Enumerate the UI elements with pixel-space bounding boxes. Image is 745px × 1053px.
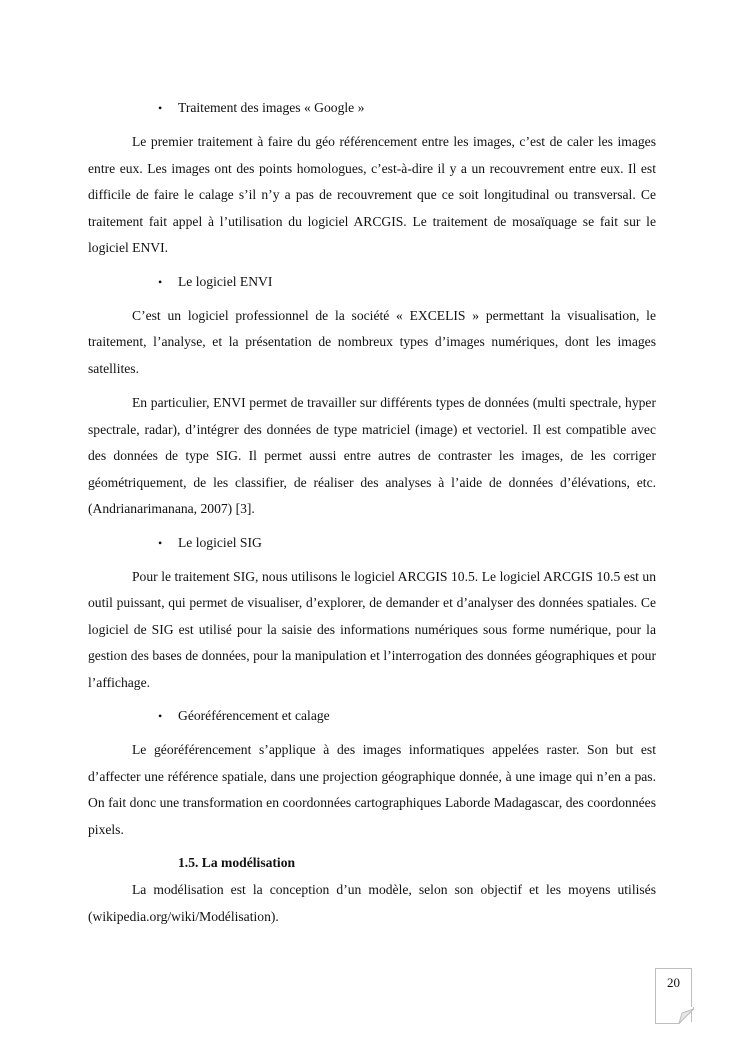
paragraph-google-treatment: Le premier traitement à faire du géo référencement entre les images, c’est de caler les images entre eux. Les images ont des points homologues, c’est-à-dire il y a un recouvrement entre eux. Il est difficile de faire le calage s’il n’y a pas de recouvrement que ce soit longitudinal ou transversal. Ce traitement fait appel à l’utilisation du logiciel ARCGIS. Le traitement de mosaïquage se fait sur le logiciel ENVI. [88,134,656,255]
bullet-dot-icon: • [158,709,163,723]
bullet-item-georeferencing [88,704,656,728]
section-heading-modelisation: 1.5. La modélisation [178,855,296,870]
bullet-dot-icon: • [158,535,163,550]
paragraph-envi-intro: C’est un logiciel professionnel de la société « EXCELIS » permettant la visualisation, le traitement, l’analyse, et la présentation de nombreux types d’images numériques, dont les images satellites. [88,307,656,376]
bullet-text: Le logiciel SIG [178,534,262,550]
bullet-text: Le logiciel ENVI [178,273,273,289]
paragraph-envi-details: En particulier, ENVI permet de travailler sur différents types de données (multi spectrale, hyper spectrale, radar), d’intégrer des données de type matriciel (image) et vectoriel. Il est compatible avec des données de type SIG. Il permet aussi entre autres de contraster les images, de les corriger géométriquement, de les classifier, de réaliser des analyses à l’aide de données d’élévations, etc. (Andrianarimanana, 2007) [3]. [88,395,656,516]
paragraph-georeferencing: Le géoréférencement s’applique à des images informatiques appelées raster. Son but est d’affecter une référence spatiale, dans une projection géographique donnée, à une image qui n’en a pas. On fait donc une transformation en coordonnées cartographiques Laborde Madagascar, des coordonnées pixels. [88,742,656,837]
bullet-item-google-treatment [88,96,656,120]
paragraph-sig: Pour le traitement SIG, nous utilisons le logiciel ARCGIS 10.5. Le logiciel ARCGIS 10.5 est un outil puissant, qui permet de visualiser, d’explorer, de demander et d’analyser des données spatiales. Ce logiciel de SIG est utilisé pour la saisie des informations numériques sous forme numérique, pour la gestion des bases de données, pour la manipulation et l’interrogation des données géographiques et pour l’affichage. [88,568,656,690]
bullet-text: Géoréférencement et calage [178,708,330,723]
page-number: 20 [667,975,680,990]
paragraph-modelisation: La modélisation est la conception d’un modèle, selon son objectif et les moyens utilisés (wikipedia.org/wiki/Modélisation). [88,882,656,924]
page-curl-icon [655,1007,694,1024]
bullet-dot-icon: • [158,274,163,289]
bullet-item-sig [88,531,656,555]
bullet-dot-icon: • [158,101,163,115]
document-body [88,96,656,938]
page-number-box [655,968,692,1022]
bullet-text: Traitement des images « Google » [178,100,365,115]
bullet-item-envi [88,270,656,294]
